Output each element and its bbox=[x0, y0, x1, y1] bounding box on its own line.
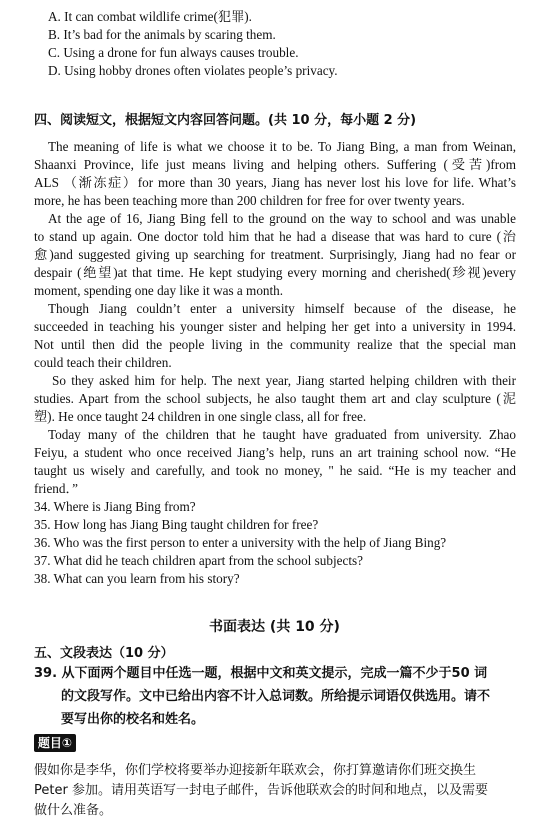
passage-line: So they asked him for help. The next year, Jiang started helping children with their bbox=[52, 373, 516, 388]
topic-badge: 题目① bbox=[34, 734, 76, 752]
option-a: A. It can combat wildlife crime(犯罪). bbox=[48, 9, 252, 24]
passage-line: could teach their children. bbox=[34, 355, 172, 370]
option-d: D. Using hobby drones often violates people’s privacy. bbox=[48, 63, 338, 78]
passage-line: studies. Apart from the school subjects, he also taught them art and clay sculpture (泥 bbox=[34, 391, 516, 406]
passage-line: Feiyu, a student who once received Jiang’s help, runs an art training school now. “He bbox=[34, 445, 516, 460]
passage-line: moment, spending one day like it was a month. bbox=[34, 283, 284, 298]
question-38: 38. What can you learn from his story? bbox=[34, 571, 240, 586]
section5-heading: 五、文段表达（10 分） bbox=[34, 646, 174, 661]
writing-title: 书面表达 (共 10 分) bbox=[209, 619, 340, 635]
passage-line: Not until then did the people living in the community realize that the special man bbox=[34, 337, 516, 352]
passage-line: Today many of the children that he taught have graduated from university. Zhao bbox=[48, 427, 516, 442]
question-34: 34. Where is Jiang Bing from? bbox=[34, 499, 196, 514]
q39-line: 的文段写作。文中已给出内容不计入总词数。所给提示词语仅供选用。请不 bbox=[61, 689, 491, 704]
passage-line: taught us wisely and carefully, and took no money, " he said. “He is my teacher and bbox=[34, 463, 516, 478]
passage-line: 塑). He once taught 24 children in one single class, all for free. bbox=[34, 409, 367, 424]
passage-line: Though Jiang couldn’t enter a university himself because of the disease, he bbox=[48, 301, 516, 316]
passage-line: 愈)and suggested giving up searching for treatment. Surprisingly, Jiang had no fear or bbox=[34, 247, 516, 262]
passage-line: friend．” bbox=[34, 481, 78, 496]
topic-line: Peter 参加。请用英语写一封电子邮件，告诉他联欢会的时间和地点，以及需要 bbox=[34, 783, 488, 798]
option-c: C. Using a drone for fun always causes trouble. bbox=[48, 45, 299, 60]
question-37: 37. What did he teach children apart from the school subjects? bbox=[34, 553, 363, 568]
option-b: B. It’s bad for the animals by scaring them. bbox=[48, 27, 276, 42]
passage-line: ALS （渐冻症）for more than 30 years, Jiang has never lost his love for life. What’s bbox=[34, 175, 516, 190]
q39-line: 要写出你的校名和姓名。 bbox=[61, 712, 205, 727]
question-35: 35. How long has Jiang Bing taught children for free? bbox=[34, 517, 319, 532]
topic-line: 假如你是李华，你们学校将要举办迎接新年联欢会，你打算邀请你们班交换生 bbox=[34, 763, 477, 778]
section4-heading: 四、阅读短文，根据短文内容回答问题。(共 10 分，每小题 2 分) bbox=[34, 113, 417, 128]
q39-line: 39. 从下面两个题目中任选一题，根据中文和英文提示，完成一篇不少于50 词 bbox=[34, 666, 488, 681]
passage-line: to stand up again. One doctor told him that he had a disease that was hard to cure (治 bbox=[34, 229, 516, 244]
passage-line: At the age of 16, Jiang Bing fell to the ground on the way to school and was unable bbox=[48, 211, 516, 226]
passage-line: more, he has been teaching more than 200 children for free for over twenty years. bbox=[34, 193, 465, 208]
question-36: 36. Who was the first person to enter a university with the help of Jiang Bing? bbox=[34, 535, 447, 550]
passage-line: despair (绝望)at that time. He kept studying every morning and cherished(珍视)every bbox=[34, 265, 516, 280]
passage-line: succeeded in teaching his younger sister and helping her get into a university in 1994. bbox=[34, 319, 516, 334]
passage-line: Shaanxi Province, life just means living and helping others. Suffering (受苦)from bbox=[34, 157, 516, 172]
topic-line: 做什么准备。 bbox=[34, 803, 113, 818]
passage-line: The meaning of life is what we choose it to be. To Jiang Bing, a man from Weinan, bbox=[48, 139, 516, 154]
